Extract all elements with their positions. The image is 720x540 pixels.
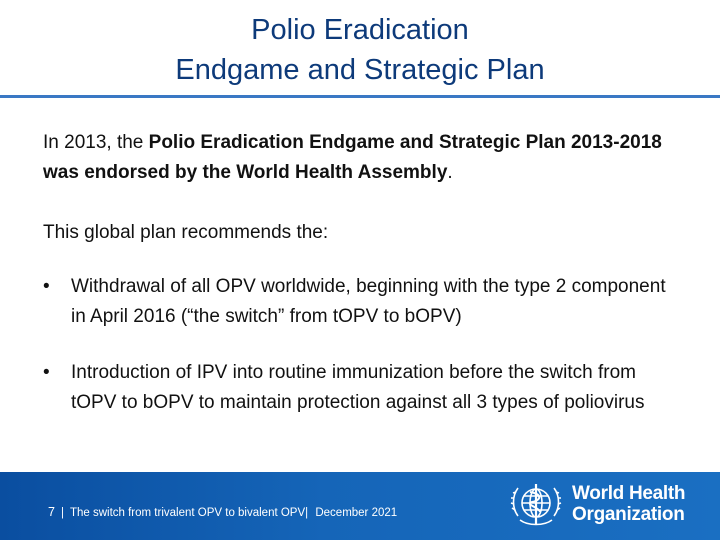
- footer-caption: [48, 505, 397, 519]
- presentation-title: The switch from trivalent OPV to bivalent OPV|: [69, 507, 309, 519]
- title-divider: [0, 95, 720, 98]
- intro-text: In 2013, the: [43, 132, 149, 153]
- who-emblem-icon: [506, 476, 566, 532]
- intro-bold-text: Polio Eradication Endgame and Strategic Plan 2013-2018 was endorsed by the World Health Assembly: [43, 132, 662, 183]
- bullet-item: [43, 358, 683, 418]
- slide-title: [0, 10, 720, 90]
- bullet-text: Introduction of IPV into routine immunization before the switch from tOPV to bOPV to maintain protection against all 3 types of poliovirus: [71, 362, 645, 413]
- bullet-text: Withdrawal of all OPV worldwide, beginning with the type 2 component in April 2016 (“the switch” from tOPV to bOPV): [71, 276, 666, 327]
- who-wordmark: [572, 483, 685, 525]
- footer-date: December 2021: [315, 507, 398, 519]
- page-number: 7: [48, 505, 55, 519]
- title-line-1: Polio Eradication: [251, 14, 469, 46]
- footer-separator: |: [60, 507, 64, 519]
- intro-end: .: [447, 162, 453, 183]
- intro-paragraph: [43, 128, 683, 188]
- bullet-item: [43, 272, 683, 332]
- org-line-2: Organization: [572, 504, 685, 525]
- bullet-icon: •: [43, 276, 50, 297]
- bullet-icon: •: [43, 362, 50, 383]
- who-logo: [506, 476, 706, 532]
- org-line-1: World Health: [572, 483, 686, 504]
- title-line-2: Endgame and Strategic Plan: [175, 54, 545, 86]
- bullet-list: [43, 272, 683, 418]
- lead-paragraph: This global plan recommends the:: [43, 222, 329, 243]
- slide-body: [43, 128, 683, 418]
